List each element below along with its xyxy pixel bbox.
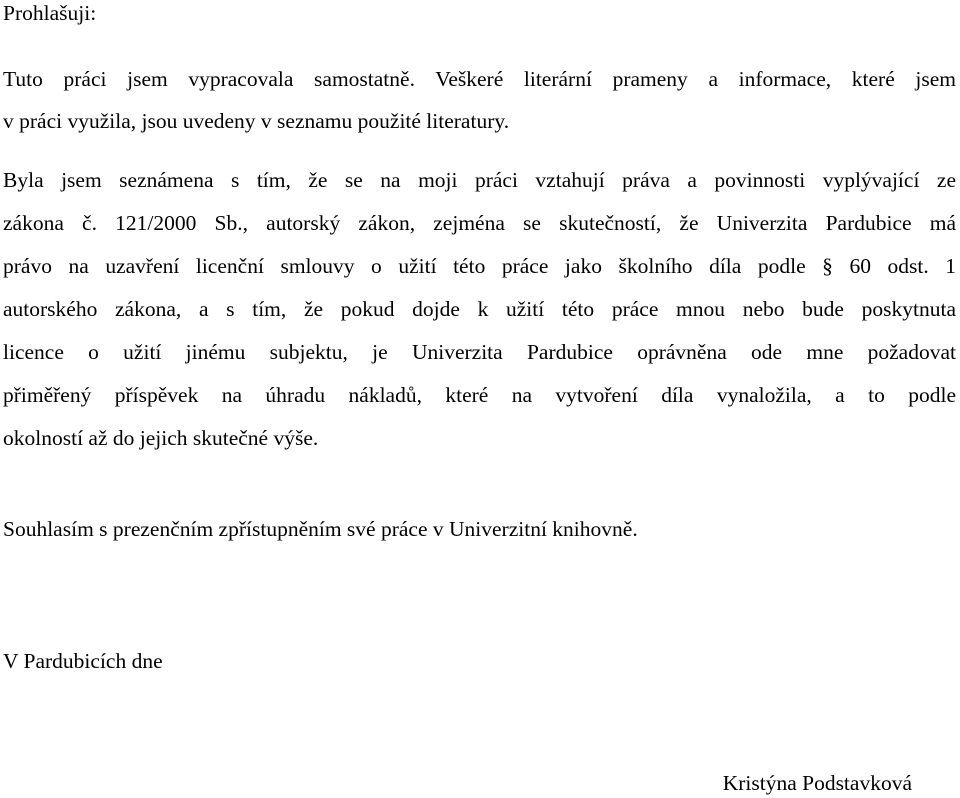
- paragraph-line: v práci využila, jsou uvedeny v seznamu použité literatury.: [3, 109, 510, 133]
- declaration-heading: Prohlašuji:: [3, 1, 97, 25]
- copyright-paragraph: [3, 167, 956, 468]
- library-consent-statement: Souhlasím s prezenčním zpřístupněním své práce v Univerzitní knihovně.: [3, 517, 638, 541]
- paragraph-line: okolností až do jejich skutečné výše.: [3, 426, 319, 450]
- paragraph-line: licence o užití jinému subjektu, je Univerzita Pardubice oprávněna ode mne požadovat: [3, 340, 956, 364]
- author-signature: Kristýna Podstavková: [722, 771, 912, 795]
- paragraph-line: právo na uzavření licenční smlouvy o užití této práce jako školního díla podle § 60 odst. 1: [3, 254, 956, 278]
- paragraph-line: autorského zákona, a s tím, že pokud dojde k užití této práce mnou nebo bude poskytnuta: [3, 297, 956, 321]
- paragraph-line: zákona č. 121/2000 Sb., autorský zákon, zejména se skutečností, že Univerzita Pardubice má: [3, 211, 956, 235]
- paragraph-line: Byla jsem seznámena s tím, že se na moji práci vztahují práva a povinnosti vyplývající ze: [3, 168, 956, 192]
- paragraph-line: přiměřený příspěvek na úhradu nákladů, které na vytvoření díla vynaložila, a to podle: [3, 383, 956, 407]
- authorship-paragraph: [3, 66, 956, 150]
- place-and-date: V Pardubicích dne: [3, 649, 163, 673]
- paragraph-line: Tuto práci jsem vypracovala samostatně. Veškeré literární prameny a informace, které jsem: [3, 67, 956, 91]
